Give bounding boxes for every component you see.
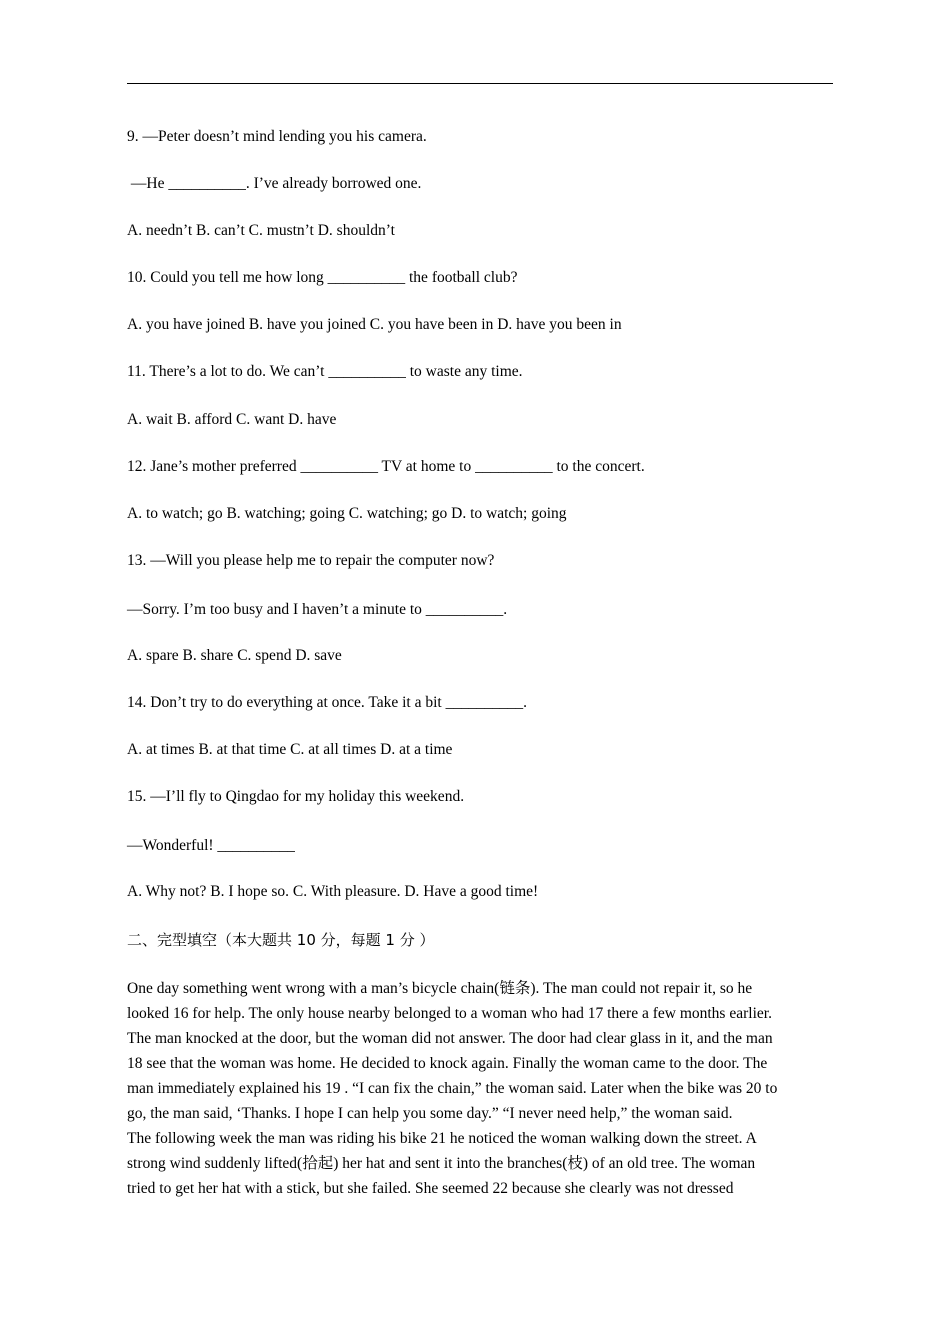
question-15-options: A. Why not? B. I hope so. C. With pleasure. D. Have a good time! <box>127 883 539 900</box>
section-title: 二、完型填空（本大题共 10 分，每题 1 分 ） <box>127 931 435 949</box>
passage-line: strong wind suddenly lifted(拾起) her hat and sent it into the branches(枝) of an old tree. The woman <box>127 1155 756 1172</box>
question-13-options: A. spare B. share C. spend D. save <box>127 647 342 664</box>
header-rule <box>127 83 833 84</box>
cloze-passage <box>127 976 847 1201</box>
question-11-options: A. wait B. afford C. want D. have <box>127 411 337 428</box>
question-10-stem: 10. Could you tell me how long __________ the football club? <box>127 269 518 286</box>
question-9-stem: 9. —Peter doesn’t mind lending you his camera. <box>127 128 427 145</box>
passage-line: 18 see that the woman was home. He decided to knock again. Finally the woman came to the door. The <box>127 1055 768 1072</box>
passage-line: looked 16 for help. The only house nearby belonged to a woman who had 17 there a few months earlier. <box>127 1005 772 1022</box>
passage-line: One day something went wrong with a man’s bicycle chain(链条). The man could not repair it, so he <box>127 980 753 997</box>
question-15-stem: 15. —I’ll fly to Qingdao for my holiday this weekend. <box>127 788 465 805</box>
question-14-options: A. at times B. at that time C. at all times D. at a time <box>127 741 453 758</box>
passage-line: The following week the man was riding his bike 21 he noticed the woman walking down the street. A <box>127 1130 757 1147</box>
passage-line: tried to get her hat with a stick, but she failed. She seemed 22 because she clearly was not dressed <box>127 1180 734 1197</box>
question-9-response: —He __________. I’ve already borrowed one. <box>127 175 422 192</box>
passage-line: go, the man said, ‘Thanks. I hope I can help you some day.” “I never need help,” the woman said. <box>127 1105 733 1122</box>
passage-line: The man knocked at the door, but the woman did not answer. The door had clear glass in it, and the man <box>127 1030 773 1047</box>
question-11-stem: 11. There’s a lot to do. We can’t __________ to waste any time. <box>127 363 523 380</box>
question-14-stem: 14. Don’t try to do everything at once. Take it a bit __________. <box>127 694 527 711</box>
question-10-options: A. you have joined B. have you joined C. you have been in D. have you been in <box>127 316 622 333</box>
question-13-response: —Sorry. I’m too busy and I haven’t a minute to __________. <box>127 601 508 618</box>
question-15-response: —Wonderful! __________ <box>127 837 295 854</box>
question-12-options: A. to watch; go B. watching; going C. watching; go D. to watch; going <box>127 505 567 522</box>
question-12-stem: 12. Jane’s mother preferred __________ TV at home to __________ to the concert. <box>127 458 645 475</box>
passage-line: man immediately explained his 19 . “I can fix the chain,” the woman said. Later when the bike was 20 to <box>127 1080 778 1097</box>
question-13-stem: 13. —Will you please help me to repair the computer now? <box>127 552 495 569</box>
question-9-options: A. needn’t B. can’t C. mustn’t D. shouldn’t <box>127 222 395 239</box>
